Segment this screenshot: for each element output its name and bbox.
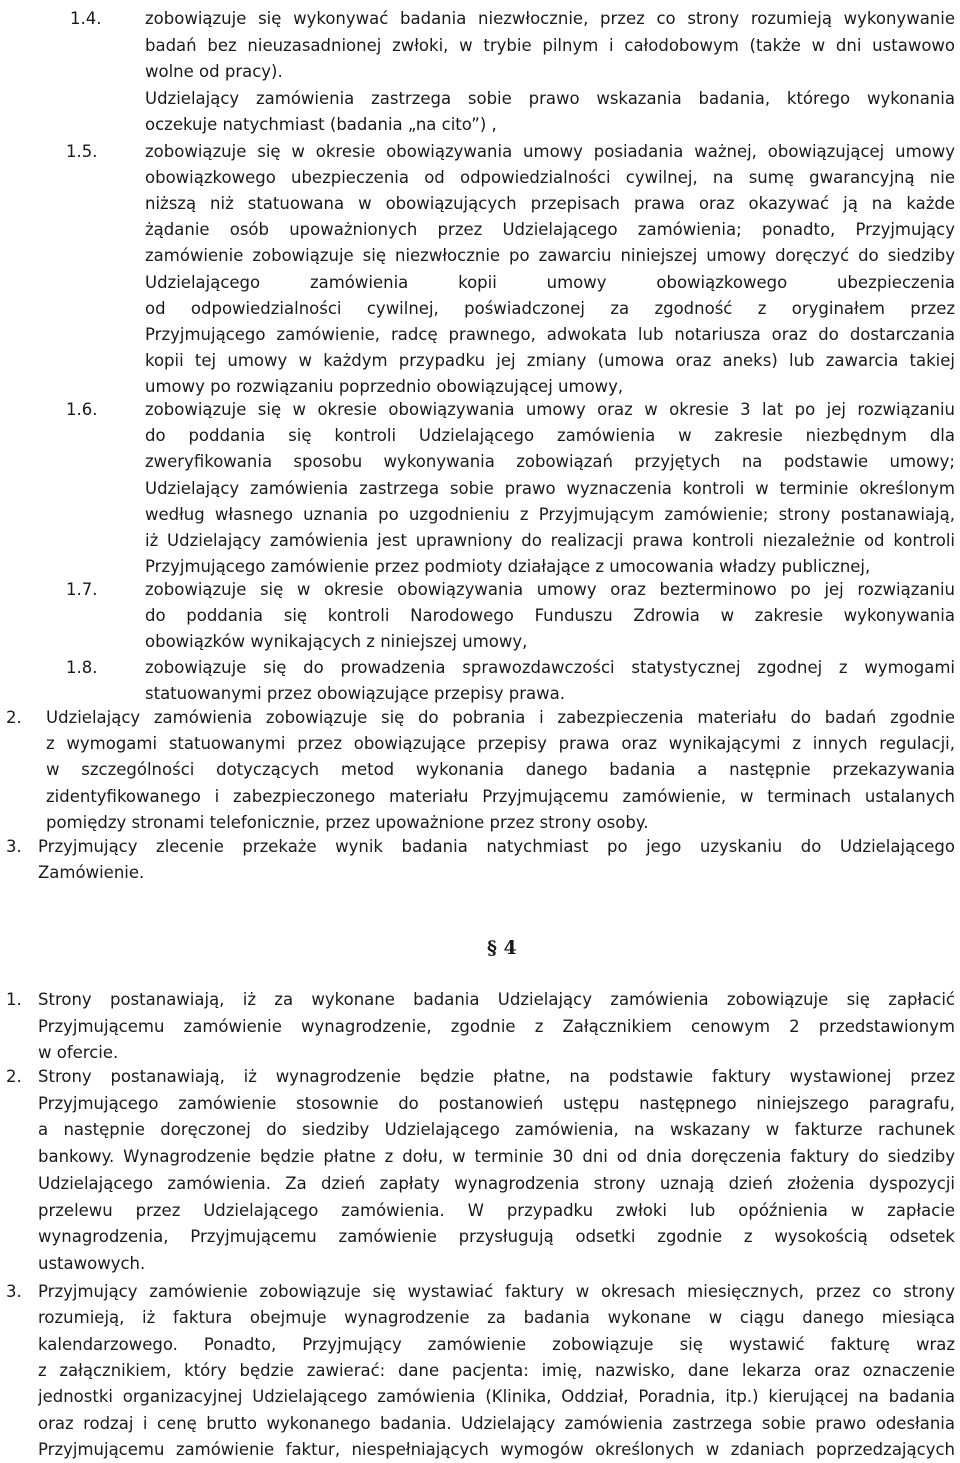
text-line: zobowiązuje się w okresie obowiązywania umowy oraz w okresie 3 lat po jej rozwiązaniu bbox=[145, 400, 955, 419]
paragraph-number: 1. bbox=[6, 990, 22, 1009]
text-line: wynagrodzenia, Przyjmującemu zamówienie przysługują odsetki zgodnie z wysokością odsetek bbox=[38, 1227, 955, 1247]
text-line: Przyjmujący zamówienie zobowiązuje się wystawiać faktury w okresach miesięcznych, przez co strony bbox=[38, 1282, 955, 1301]
text-line: przelewu przez Udzielającego zamówienia. W przypadku zwłoki lub opóźnienia w zapłacie bbox=[38, 1200, 955, 1220]
paragraph-number: 1.7. bbox=[66, 580, 98, 599]
text-line: statuowanymi przez obowiązujące przepisy prawa. bbox=[145, 684, 565, 704]
text-line: ustawowych. bbox=[38, 1253, 146, 1273]
paragraph-number: 1.6. bbox=[66, 400, 98, 419]
text-line: obowiązków wynikających z niniejszej umowy, bbox=[145, 632, 528, 652]
text-line: Udzielający zamówienia zastrzega sobie prawo wskazania badania, którego wykonania bbox=[145, 88, 955, 108]
text-line: jednostki organizacyjnej Udzielającego zamówienia (Klinika, Oddział, Poradnia, itp.) kierującej na badania bbox=[38, 1387, 955, 1407]
section-heading: § 4 bbox=[487, 937, 517, 959]
text-line: według własnego uznania po uzgodnieniu z Przyjmującym zamówienie; strony postanawiają, bbox=[145, 504, 955, 524]
paragraph-number: 1.8. bbox=[66, 658, 98, 677]
text-line: iż Udzielający zamówienia jest uprawniony do realizacji prawa kontroli niezależnie od kontroli bbox=[145, 531, 955, 550]
text-line: bankowy. Wynagrodzenie będzie płatne z dołu, w terminie 30 dni od dnia doręczenia faktury do siedziby bbox=[38, 1147, 955, 1167]
text-line: od odpowiedzialności cywilnej, poświadczonej za zgodność z oryginałem przez bbox=[145, 298, 955, 318]
text-line: Przyjmującego zamówienie przez podmioty działające z umocowania władzy publicznej, bbox=[145, 557, 871, 577]
text-line: do poddania się kontroli Narodowego Funduszu Zdrowia w zakresie wykonywania bbox=[145, 606, 955, 626]
text-line: z załącznikiem, który będzie zawierać: dane pacjenta: imię, nazwisko, dane lekarza oraz oznaczenie bbox=[38, 1360, 955, 1380]
text-line: pomiędzy stronami telefonicznie, przez upoważnione przez strony osoby. bbox=[46, 812, 649, 832]
paragraph-number: 1.5. bbox=[66, 142, 98, 161]
text-line: w ofercie. bbox=[38, 1043, 119, 1062]
text-line: umowy po rozwiązaniu poprzednio obowiązującej umowy, bbox=[145, 376, 624, 396]
text-line: Przyjmującemu zamówienie wynagrodzenie, zgodnie z Załącznikiem cenowym 2 przedstawionym bbox=[38, 1016, 955, 1036]
text-line: Przyjmującego zamówienie, radcę prawnego, adwokata lub notariusza oraz do dostarczania bbox=[145, 324, 955, 344]
text-line: oraz rodzaj i cenę brutto wykonanego badania. Udzielający zamówienia zastrzega sobie prawo odesłania bbox=[38, 1413, 955, 1433]
text-line: Zamówienie. bbox=[38, 863, 145, 883]
paragraph-number: 1.4. bbox=[70, 9, 102, 28]
text-line: a następnie doręczonej do siedziby Udzielającego zamówienia, na wskazany w fakturze rachunek bbox=[38, 1120, 955, 1140]
paragraph-number: 2. bbox=[6, 1067, 22, 1086]
paragraph-number: 3. bbox=[6, 837, 22, 856]
text-line: do poddania się kontroli Udzielającego zamówienia w zakresie niezbędnym dla bbox=[145, 426, 955, 446]
text-line: badań bez nieuzasadnionej zwłoki, w trybie pilnym i całodobowym (także w dni ustawowo bbox=[145, 35, 955, 55]
text-line: Przyjmujący zlecenie przekaże wynik badania natychmiast po jego uzyskaniu do Udzielającego bbox=[38, 837, 955, 856]
text-line: Przyjmującego zamówienie stosownie do postanowień ustępu następnego niniejszego paragrafu, bbox=[38, 1093, 955, 1113]
text-line: zweryfikowania sposobu wykonywania zobowiązań przyjętych na podstawie umowy; bbox=[145, 452, 955, 472]
paragraph-number: 2. bbox=[6, 708, 22, 727]
text-line: z wymogami statuowanymi przez obowiązujące przepisy prawa oraz wynikającymi z innych regulacji, bbox=[46, 734, 955, 754]
text-line: Przyjmującemu zamówienie faktur, niespełniających wymogów określonych w zdaniach poprzedzających bbox=[38, 1439, 955, 1459]
text-line: zobowiązuje się w okresie obowiązywania umowy oraz bezterminowo po jej rozwiązaniu bbox=[145, 580, 955, 599]
text-line: Udzielający zamówienia zastrzega sobie prawo wyznaczenia kontroli w terminie określonym bbox=[145, 478, 955, 498]
text-line: zamówienie zobowiązuje się niezwłocznie po zawarciu niniejszej umowy doręczyć do siedziby bbox=[145, 246, 955, 266]
text-line: żądanie osób upoważnionych przez Udzielającego zamówienia; ponadto, Przyjmujący bbox=[145, 220, 955, 240]
text-line: zobowiązuje się w okresie obowiązywania umowy posiadania ważnej, obowiązującej umowy bbox=[145, 142, 955, 161]
text-line: kopii tej umowy w każdym przypadku jej zmiany (umowa oraz aneks) lub zawarcia takiej bbox=[145, 350, 955, 370]
text-line: Udzielającego zamówienia. Za dzień zapłaty wynagrodzenia strony uznają dzień złożenia dyspozycji bbox=[38, 1173, 955, 1193]
text-line: kalendarzowego. Ponadto, Przyjmujący zamówienie zobowiązuje się wystawić fakturę wraz bbox=[38, 1334, 955, 1354]
text-line: zobowiązuje się wykonywać badania niezwłocznie, przez co strony rozumieją wykonywanie bbox=[145, 9, 955, 28]
text-line: zidentyfikowanego i zabezpieczonego materiału Przyjmującemu zamówienie, w terminach ustalanych bbox=[46, 786, 955, 806]
paragraph-number: 3. bbox=[6, 1282, 22, 1301]
text-line: Udzielający zamówienia zobowiązuje się do pobrania i zabezpieczenia materiału do badań zgodnie bbox=[46, 708, 955, 727]
text-line: Udzielającego zamówienia kopii umowy obowiązkowego ubezpieczenia bbox=[145, 272, 955, 292]
text-line: w szczególności dotyczących metod wykonania danego badania a następnie przekazywania bbox=[46, 760, 955, 780]
text-line: zobowiązuje się do prowadzenia sprawozdawczości statystycznej zgodnej z wymogami bbox=[145, 658, 955, 677]
text-line: rozumieją, iż faktura obejmuje wynagrodzenie za badania wykonane w ciągu danego miesiąca bbox=[38, 1308, 955, 1328]
text-line: Strony postanawiają, iż wynagrodzenie będzie płatne, na podstawie faktury wystawionej przez bbox=[38, 1067, 955, 1086]
text-line: Strony postanawiają, iż za wykonane badania Udzielający zamówienia zobowiązuje się zapłacić bbox=[38, 990, 955, 1009]
text-line: obowiązkowego ubezpieczenia od odpowiedzialności cywilnej, na sumę gwarancyjną nie bbox=[145, 168, 955, 188]
text-line: niższą niż statuowana w obowiązujących przepisach prawa oraz okazywać ją na każde bbox=[145, 194, 955, 214]
text-line: oczekuje natychmiast (badania „na cito”) , bbox=[145, 115, 497, 134]
text-line: wolne od pracy). bbox=[145, 62, 283, 81]
